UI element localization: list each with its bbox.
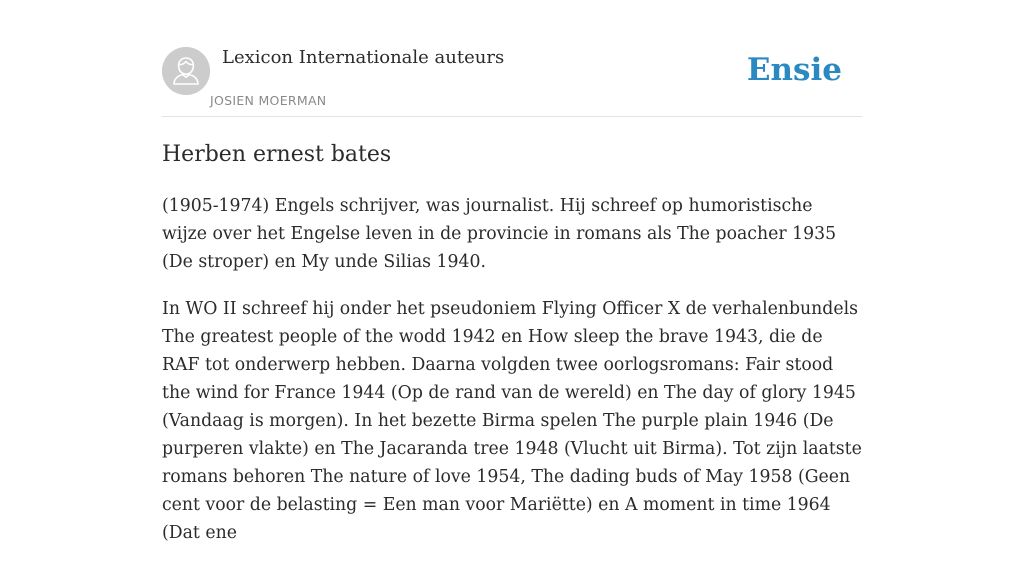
entry-paragraph: (1905-1974) Engels schrijver, was journalist. Hij schreef op humoristische wijze over het Engelse leven in de provincie in romans als The poacher 1935 (De stroper) en My unde Silias 1940. (162, 196, 837, 272)
entry-header (162, 0, 862, 117)
article-page (162, 0, 862, 543)
ensie-logo[interactable]: Ensie (746, 52, 842, 88)
lexicon-title-link[interactable]: Lexicon Internationale auteurs (222, 47, 505, 68)
author-name-link[interactable]: JOSIEN MOERMAN (210, 93, 327, 108)
entry-title: Herben ernest bates (162, 142, 392, 167)
entry-paragraph: In WO II schreef hij onder het pseudoniem Flying Officer X de verhalenbundels The greatest people of the wodd 1942 en How sleep the brave 1943, die de RAF tot onderwerp hebben. Daarna volgden twee oorlogsromans: Fair stood the wind for France 1944 (Op de rand van de wereld) en The day of glory 1945 (Vandaag is morgen). In het bezette Birma spelen The purple plain 1946 (De purperen vlakte) en The Jacaranda tree 1948 (Vlucht uit Birma). Tot zijn laatste romans behoren The nature of love 1954, The dading buds of May 1958 (Geen cent voor de belasting = Een man voor Mariëtte) en A moment in time 1964 (Dat ene (162, 299, 862, 543)
user-icon (162, 47, 210, 95)
entry-body (162, 192, 862, 566)
avatar[interactable] (162, 47, 210, 95)
